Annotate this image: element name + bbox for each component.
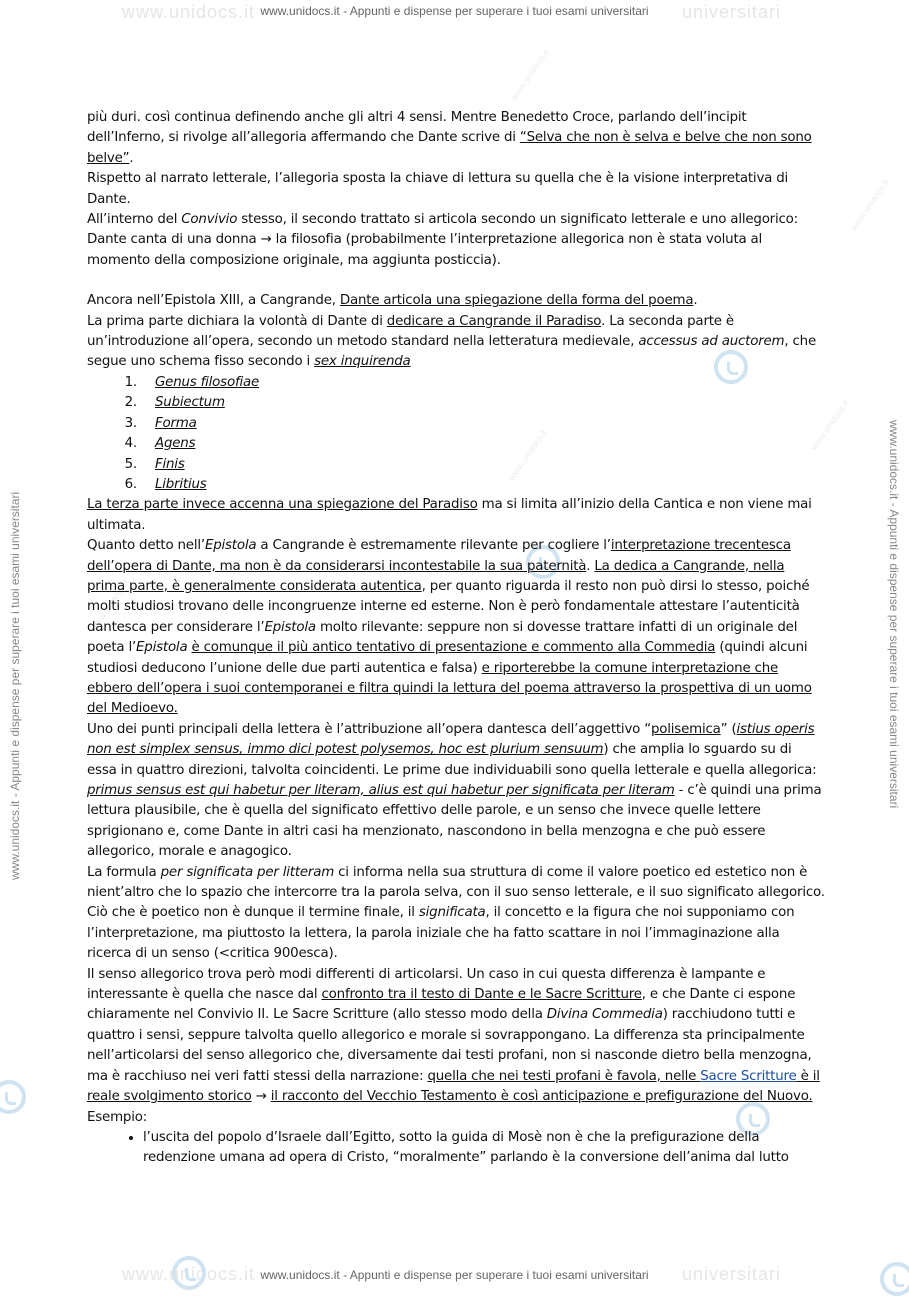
list-item: 2. Subiectum	[141, 393, 825, 413]
text-run: - c’è quindi una prima lettura plausibile, che è quella del significato effettivo delle parole, e un senso che invece quelle lettere sprigionano e, come Dante in altri casi ha menzionato, nascondono in bella menzogna e che può essere allegorico, morale e anagogico.	[87, 783, 822, 860]
text-run: . La seconda parte è un’introduzione all’opera, secondo un metodo standard nella letteratura medievale,	[87, 313, 734, 350]
text-run: La formula	[87, 864, 161, 880]
unidocs-logo-icon	[0, 1080, 26, 1114]
text-run: a Cangrande è estremamente rilevante per cogliere l’	[256, 538, 611, 554]
latin-term: accessus ad auctorem	[638, 334, 785, 350]
list-item: 5. Finis	[141, 455, 825, 475]
quote-selva: “Selva che non è selva e belve che non sono belve”	[87, 130, 812, 166]
watermark-diagonal: www.unidocs.it	[506, 427, 549, 483]
examples-list	[87, 1128, 825, 1169]
link-sacre-scritture[interactable]: Sacre Scritture	[700, 1068, 797, 1084]
paragraph-prima-parte	[87, 312, 825, 373]
text-run: .	[586, 558, 595, 574]
list-item: • l’uscita del popolo d’Israele dall’Egitto, sotto la guida di Mosè non è che la prefigurazione della redenzione umana ad opera di Cristo, “moralmente” parlando è la conversione dell’anima dal lutto	[143, 1128, 825, 1169]
text-run: ma si limita all’inizio della Cantica e non viene mai ultimata.	[87, 497, 812, 533]
watermark-side-left: www.unidocs.it - Appunti e dispense per superare i tuoi esami universitari	[8, 491, 22, 880]
list-item: 3. Forma	[141, 414, 825, 434]
watermark-ghost-right-footer: universitari	[682, 1264, 782, 1284]
watermark-header: www.unidocs.it - Appunti e dispense per superare i tuoi esami universitari	[260, 4, 649, 18]
underlined-text: confronto tra il testo di Dante e le Sacre Scritture	[321, 987, 642, 1003]
title-epistola: Epistola	[204, 538, 257, 554]
text-run: Il senso allegorico trova però modi differenti di articolarsi. Un caso in cui questa differenza è lampante e interessante è quella che nasce dal	[87, 966, 766, 1003]
list-item: 6. Libritius	[141, 475, 825, 495]
text-run: più duri. così continua definendo anche gli altri 4 sensi. Mentre Benedetto Croce, parlando dell’incipit dell’Inferno, si rivolge all’allegoria affermando che Dante scrive di	[87, 110, 747, 146]
underlined-text: dedicare a Cangrande il Paradiso	[386, 313, 602, 329]
watermark-ghost-left: www.unidocs.it	[122, 2, 256, 22]
paragraph-terza-parte	[87, 495, 825, 536]
text-run: ” (	[720, 721, 737, 737]
text-run: stesso, il secondo trattato si articola secondo un significato letterale e uno allegorico: Dante canta di una donna → la filosofia (probabilmente l’interpretazione allegorica non è stata voluta al momento della composizione originale, ma aggiunta posticcia).	[87, 212, 798, 268]
text-run: La prima parte dichiara la volontà di Dante di	[87, 313, 387, 329]
paragraph-gap	[87, 271, 825, 291]
text-run: molto rilevante: seppure non si dovesse trattare infatti di un originale del poeta l’	[87, 619, 798, 656]
term-polisemica: polisemica	[650, 721, 721, 737]
watermark-footer: www.unidocs.it - Appunti e dispense per superare i tuoi esami universitari	[260, 1268, 649, 1282]
paragraph-sacre-scritture	[87, 965, 825, 1108]
watermark-diagonal: www.unidocs.it	[326, 307, 369, 363]
underlined-text: è comunque il più antico tentativo di presentazione e commento alla Commedia	[191, 640, 716, 656]
text-run: , il concetto e la figura che noi supponiamo con l’interpretazione, ma piuttosto la lettera, la parola iniziale che ha fatto scattare in noi l’immaginazione alla ricerca di un senso (<critica 900esca).	[87, 905, 795, 962]
paragraph-epistola-cangrande	[87, 536, 825, 720]
text-run: Ancora nell’Epistola XIII, a Cangrande,	[87, 293, 340, 309]
paragraph-convivio	[87, 210, 825, 271]
paragraph-formula	[87, 863, 825, 965]
latin-term: per significata per litteram	[160, 864, 335, 880]
underlined-text: il racconto del Vecchio Testamento è così anticipazione e prefigurazione del Nuovo.	[270, 1089, 813, 1105]
watermark-diagonal: www.unidocs.it	[808, 397, 851, 453]
underlined-text: interpretazione trecentesca dell’opera di Dante, ma non è da considerarsi incontestabile la sua paternità	[87, 538, 791, 574]
watermark-diagonal: www.unidocs.it	[88, 577, 131, 633]
list-item: 4. Agens	[141, 434, 825, 454]
watermark-ghost-left-footer: www.unidocs.it	[122, 1264, 256, 1284]
text-run: ) che amplia lo sguardo su di essa in quattro direzioni, talvolta coincidenti. Le prime due individuabili sono quella letterale e quella allegorica:	[87, 742, 817, 778]
example-label: Esempio:	[87, 1109, 148, 1125]
underlined-text: La dedica a Cangrande, nella prima parte, è generalmente considerata autentica	[87, 558, 785, 594]
underlined-text: La terza parte invece accenna una spiegazione del Paradiso	[87, 497, 478, 513]
title-epistola: Epistola	[264, 619, 316, 635]
text-run: , per quanto riguarda il resto non può dirsi lo stesso, poiché molti studiosi trovano delle incongruenze interne ed esterne. Non è però fondamentale attestare l’autenticità dantesca per considerare l’	[87, 578, 810, 635]
document-body	[87, 108, 825, 1169]
watermark-ghost-right: universitari	[682, 2, 782, 22]
watermark-diagonal: www.unidocs.it	[848, 177, 891, 233]
title-epistola: Epistola	[136, 640, 188, 656]
latin-term: significata	[418, 905, 486, 921]
underlined-text: quella che nei testi profani è favola, nelle	[427, 1068, 701, 1084]
latin-term: sex inquirenda	[314, 354, 411, 370]
title-divina-commedia: Divina Commedia	[546, 1007, 663, 1023]
text-run: ci informa nella sua struttura di come il valore poetico ed estetico non è nient’altro che lo spazio che intercorre tra la parola selva, con il suo senso letterale, e il suo significato allegorico. Ciò che è poetico non è dunque il termine finale, il	[87, 864, 825, 921]
text-run: Quanto detto nell’	[87, 538, 205, 554]
list-item: 1. Genus filosofiae	[141, 373, 825, 393]
paragraph-epistola-xiii	[87, 291, 825, 311]
arrow-icon: →	[251, 1089, 271, 1105]
title-convivio: Convivio	[181, 212, 238, 228]
text-run: , e che Dante ci espone chiaramente nel Convivio II. Le Sacre Scritture (allo stesso modo della	[87, 987, 796, 1023]
unidocs-logo-icon	[172, 1256, 206, 1290]
text-run: Uno dei punti principali della lettera è l’attribuzione all’opera dantesca dell’aggettivo “	[87, 721, 651, 737]
text-run: , che segue uno schema fisso secondo i	[87, 334, 817, 370]
text-run: All’interno del	[87, 212, 182, 228]
underlined-text: è il reale svolgimento storico	[87, 1068, 820, 1105]
text-run: .	[129, 150, 134, 166]
underlined-text: Dante articola una spiegazione della forma del poema	[339, 293, 694, 309]
text-run: ) racchiudono tutti e quattro i sensi, seppure talvolta quello allegorico e morale si sovrappongano. La differenza sta principalmente nell’articolarsi del senso allegorico che, diversamente dai testi profani, non si nasconde dietro bella menzogna, ma è racchiuso nei veri fatti stessi della narrazione:	[87, 1007, 812, 1084]
watermark-diagonal: www.unidocs.it	[508, 47, 551, 103]
text-run: (quindi alcuni studiosi deducono l’unione delle due parti autentica e falsa)	[87, 640, 808, 676]
sex-inquirenda-list	[87, 373, 825, 495]
unidocs-logo-icon	[880, 1262, 909, 1296]
paragraph-polisemica	[87, 720, 825, 863]
paragraph-croce	[87, 108, 825, 169]
paragraph-allegoria: Rispetto al narrato letterale, l’allegoria sposta la chiave di lettura su quella che è la visione interpretativa di Dante.	[87, 171, 789, 207]
latin-quote: istius operis non est simplex sensus, immo dici potest polysemos, hoc est plurium sensuum	[87, 721, 815, 758]
latin-quote: primus sensus est qui habetur per literam, alius est qui habetur per significata per literam	[87, 783, 675, 798]
watermark-side-right: www.unidocs.it - Appunti e dispense per superare i tuoi esami universitari	[887, 420, 901, 809]
underlined-text: e riporterebbe la comune interpretazione che ebbero dell’opera i suoi contemporanei e filtra quindi la lettura del poema attraverso la prospettiva di un uomo del Medioevo.	[87, 660, 812, 717]
text-run: .	[693, 293, 698, 309]
